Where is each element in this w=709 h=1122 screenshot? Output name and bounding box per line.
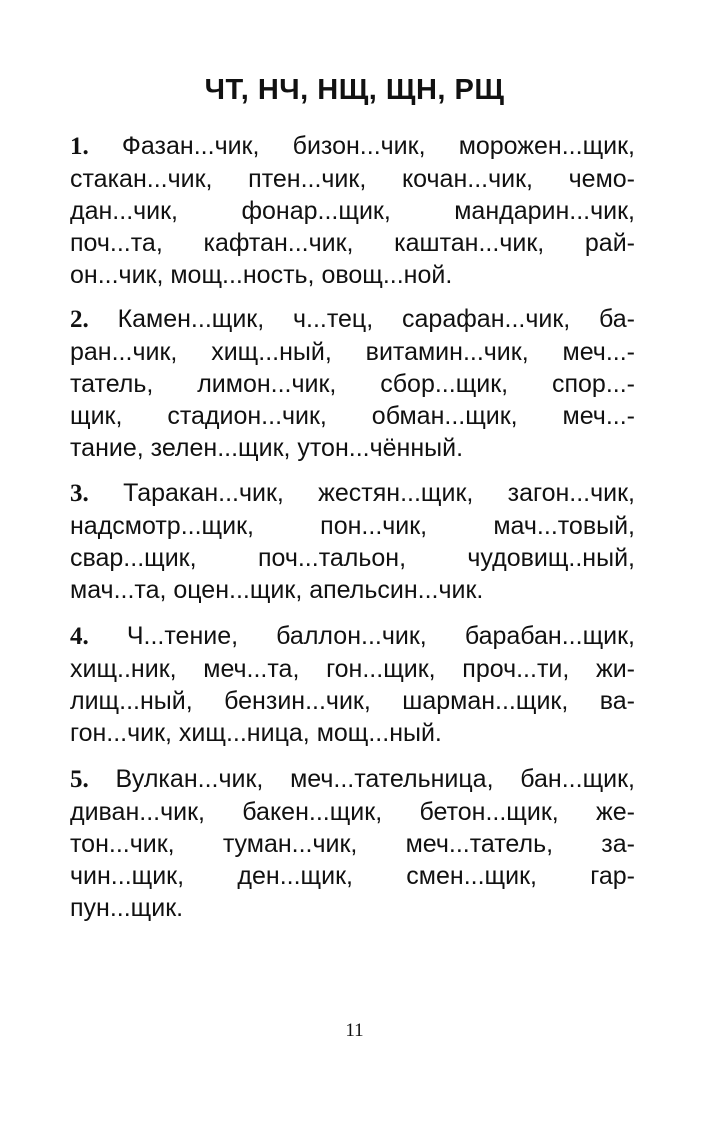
exercise-line: стакан...чик, птен...чик, кочан...чик, чемо- xyxy=(70,165,635,193)
page-number: 11 xyxy=(345,1020,364,1041)
exercise-line: хищ..ник, меч...та, гон...щик, проч...ти, жи- xyxy=(70,655,635,683)
exercise-line xyxy=(70,477,635,510)
exercise-line xyxy=(70,130,635,163)
exercise-text: Камен...щик, ч...тец, сарафан...чик, ба- xyxy=(88,305,635,333)
exercise-line: чин...щик, ден...щик, смен...щик, гар- xyxy=(70,862,635,890)
exercise-2 xyxy=(70,303,635,464)
exercise-line: ран...чик, хищ...ный, витамин...чик, меч...- xyxy=(70,338,635,366)
exercise-line: гон...чик, хищ...ница, мощ...ный. xyxy=(70,719,442,747)
exercise-number: 1. xyxy=(70,133,89,160)
exercise-line: пун...щик. xyxy=(70,894,184,922)
exercise-line xyxy=(70,620,635,653)
exercise-line: тон...чик, туман...чик, меч...татель, за- xyxy=(70,830,635,858)
exercise-line: он...чик, мощ...ность, овощ...ной. xyxy=(70,261,453,289)
exercise-5 xyxy=(70,763,635,924)
exercise-4 xyxy=(70,620,635,749)
exercise-number: 4. xyxy=(70,623,89,650)
exercise-line: поч...та, кафтан...чик, каштан...чик, рай- xyxy=(70,229,635,257)
page-title: ЧТ, НЧ, НЩ, ЩН, РЩ xyxy=(204,74,505,106)
exercise-line: татель, лимон...чик, сбор...щик, спор...- xyxy=(70,370,635,398)
exercise-number: 3. xyxy=(70,480,89,507)
exercise-line: щик, стадион...чик, обман...щик, меч...- xyxy=(70,402,635,430)
exercise-3 xyxy=(70,477,635,606)
exercise-text: Таракан...чик, жестян...щик, загон...чик, xyxy=(88,479,635,507)
exercise-number: 2. xyxy=(70,306,89,333)
exercise-line: тание, зелен...щик, утон...чённый. xyxy=(70,434,464,462)
exercise-line: свар...щик, поч...тальон, чудовищ..ный, xyxy=(70,544,635,572)
exercise-line xyxy=(70,763,635,796)
exercise-line: надсмотр...щик, пон...чик, мач...товый, xyxy=(70,512,635,540)
exercise-line: диван...чик, бакен...щик, бетон...щик, же- xyxy=(70,798,635,826)
exercise-line xyxy=(70,303,635,336)
exercise-text: Ч...тение, баллон...чик, барабан...щик, xyxy=(88,622,635,650)
exercise-line: лищ...ный, бензин...чик, шарман...щик, ва- xyxy=(70,687,635,715)
exercise-line: мач...та, оцен...щик, апельсин...чик. xyxy=(70,576,484,604)
exercise-1 xyxy=(70,130,635,291)
exercise-text: Фазан...чик, бизон...чик, морожен...щик, xyxy=(88,132,635,160)
exercise-text: Вулкан...чик, меч...тательница, бан...щик, xyxy=(88,765,635,793)
exercise-number: 5. xyxy=(70,766,89,793)
exercise-line: дан...чик, фонар...щик, мандарин...чик, xyxy=(70,197,635,225)
